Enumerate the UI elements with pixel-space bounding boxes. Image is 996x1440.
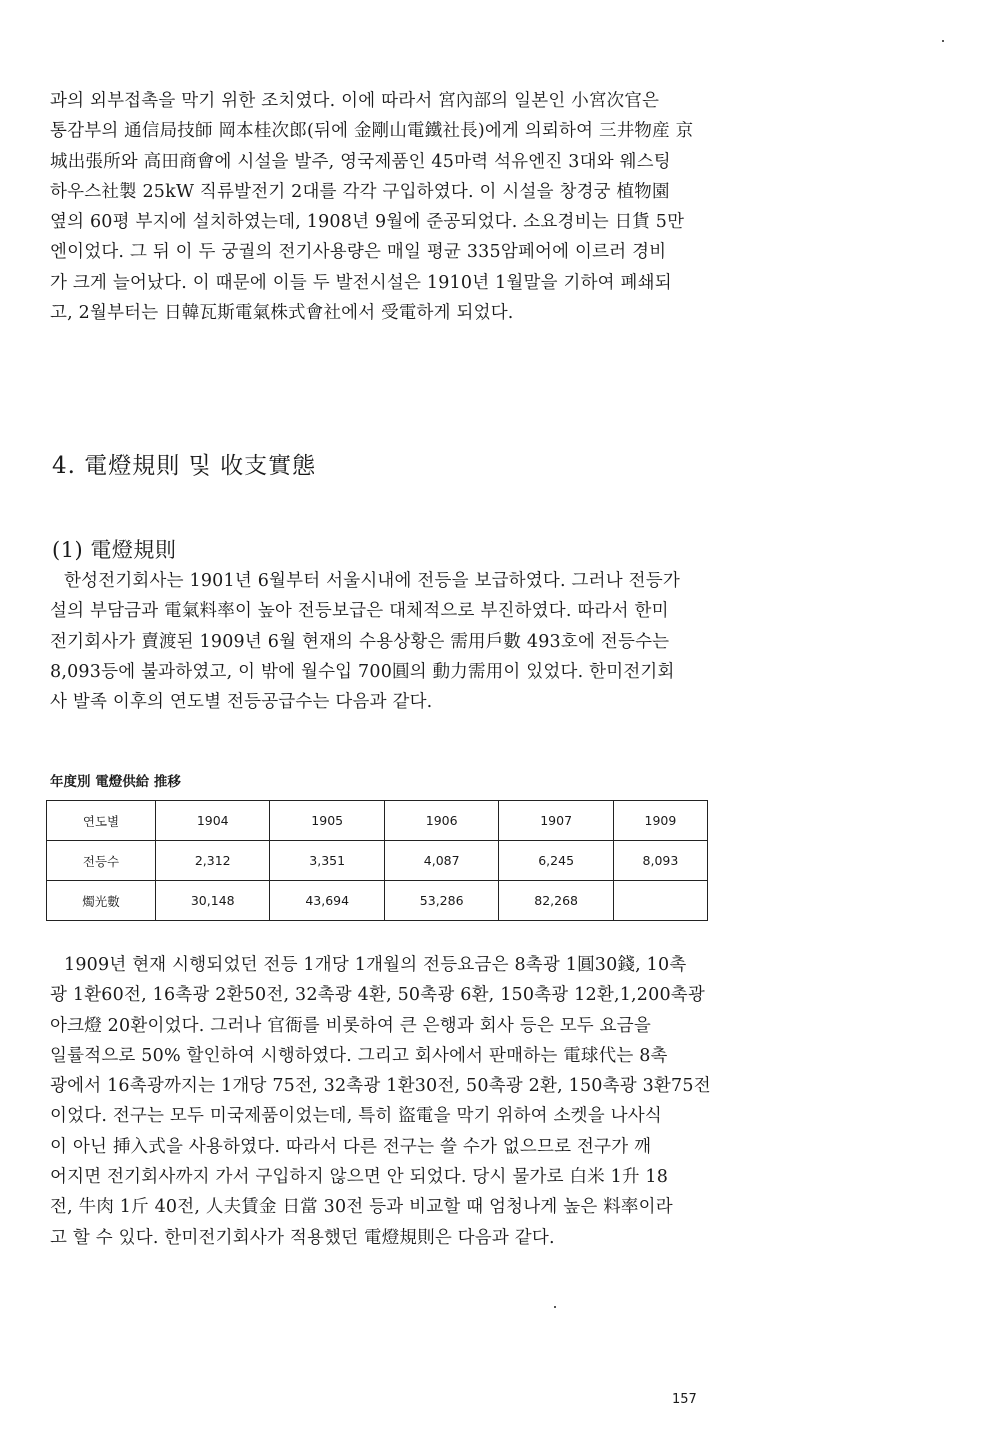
subsection-heading: (1) 電燈規則	[52, 538, 177, 562]
text-line: 설의 부담금과 電氣料率이 높아 전등보급은 대체적으로 부진하였다. 따라서 한미	[50, 601, 669, 622]
table-cell: 8,093	[613, 841, 707, 881]
table-caption: 年度別 電燈供給 推移	[50, 774, 181, 790]
paragraph-rates	[50, 950, 720, 1253]
table-cell: 6,245	[499, 841, 613, 881]
text-line: 일률적으로 50% 할인하여 시행하였다. 그리고 회사에서 판매하는 電球代는 8촉	[50, 1045, 668, 1066]
text-line: 광에서 16촉광까지는 1개당 75전, 32촉광 1환30전, 50촉광 2환, 150촉광 3환75전	[50, 1076, 711, 1097]
table-header-row	[47, 801, 708, 841]
table-cell: 연도별	[47, 801, 156, 841]
section-heading: 4. 電燈規則 및 收支實態	[52, 453, 317, 479]
table-row	[47, 841, 708, 881]
table-cell: 1905	[270, 801, 384, 841]
table-cell: 53,286	[384, 881, 498, 921]
scan-speck	[942, 40, 944, 42]
text-line: 고 할 수 있다. 한미전기회사가 적용했던 電燈規則은 다음과 같다.	[50, 1227, 555, 1248]
text-line: 광 1환60전, 16촉광 2환50전, 32촉광 4환, 50촉광 6환, 150촉광 12환,1,200촉광	[50, 985, 706, 1006]
text-line: 어지면 전기회사까지 가서 구입하지 않으면 안 되었다. 당시 물가로 白米 1升 18	[50, 1167, 669, 1188]
text-line: 8,093등에 불과하였고, 이 밖에 월수입 700圓의 動力需用이 있었다. 한미전기회	[50, 661, 675, 682]
text-line: 고, 2월부터는 日韓瓦斯電氣株式會社에서 受電하게 되었다.	[50, 303, 514, 324]
text-line: 전기회사가 賣渡된 1909년 6월 현재의 수용상황은 需用戶數 493호에 전등수는	[50, 631, 670, 652]
text-line: 과의 외부접촉을 막기 위한 조치였다. 이에 따라서 宮內部의 일본인 小宮次官은	[50, 91, 660, 111]
table-cell: 1909	[613, 801, 707, 841]
table-cell: 30,148	[156, 881, 270, 921]
table-cell: 82,268	[499, 881, 613, 921]
table-cell: 1904	[156, 801, 270, 841]
table-cell	[613, 881, 707, 921]
table-cell: 2,312	[156, 841, 270, 881]
paragraph-supply	[50, 566, 720, 717]
supply-table	[46, 800, 708, 921]
text-line: 한성전기회사는 1901년 6월부터 서울시내에 전등을 보급하였다. 그러나 전등가	[64, 571, 680, 591]
text-line: 옆의 60평 부지에 설치하였는데, 1908년 9월에 준공되었다. 소요경비는 日貨 5만	[50, 212, 685, 233]
table-cell: 3,351	[270, 841, 384, 881]
text-line: 사 발족 이후의 연도별 전등공급수는 다음과 같다.	[50, 692, 433, 713]
text-line: 전, 牛肉 1斤 40전, 人夫賃金 日當 30전 등과 비교할 때 엄청나게 높은 料率이라	[50, 1197, 673, 1218]
text-line: 가 크게 늘어났다. 이 때문에 이들 두 발전시설은 1910년 1월말을 기하여 폐쇄되	[50, 272, 672, 293]
table-cell: 1906	[384, 801, 498, 841]
text-line: 1909년 현재 시행되었던 전등 1개당 1개월의 전등요금은 8촉광 1圓30錢, 10촉	[64, 955, 687, 975]
table-cell: 4,087	[384, 841, 498, 881]
text-line: 이었다. 전구는 모두 미국제품이었는데, 특히 盜電을 막기 위하여 소켓을 나사식	[50, 1106, 662, 1127]
text-line: 아크燈 20환이었다. 그러나 官衙를 비롯하여 큰 은행과 회사 등은 모두 요금을	[50, 1015, 651, 1036]
table-row	[47, 881, 708, 921]
text-line: 이 아닌 挿入式을 사용하였다. 따라서 다른 전구는 쓸 수가 없으므로 전구가 깨	[50, 1136, 652, 1157]
table-cell: 1907	[499, 801, 613, 841]
page-number: 157	[672, 1392, 697, 1407]
table-cell: 전등수	[47, 841, 156, 881]
paragraph-intro	[50, 86, 720, 328]
text-line: 城出張所와 高田商會에 시설을 발주, 영국제품인 45마력 석유엔진 3대와 웨스팅	[50, 151, 671, 172]
text-line: 통감부의 通信局技師 岡本桂次郎(뒤에 金剛山電鐵社長)에게 의뢰하여 三井物産 京	[50, 121, 694, 142]
text-line: 엔이었다. 그 뒤 이 두 궁궐의 전기사용량은 매일 평균 335암페어에 이르러 경비	[50, 242, 667, 263]
text-line: 하우스社製 25kW 직류발전기 2대를 각각 구입하였다. 이 시설을 창경궁 植物園	[50, 181, 670, 202]
table-cell: 43,694	[270, 881, 384, 921]
table-cell: 燭光數	[47, 881, 156, 921]
scan-speck	[554, 1306, 556, 1308]
